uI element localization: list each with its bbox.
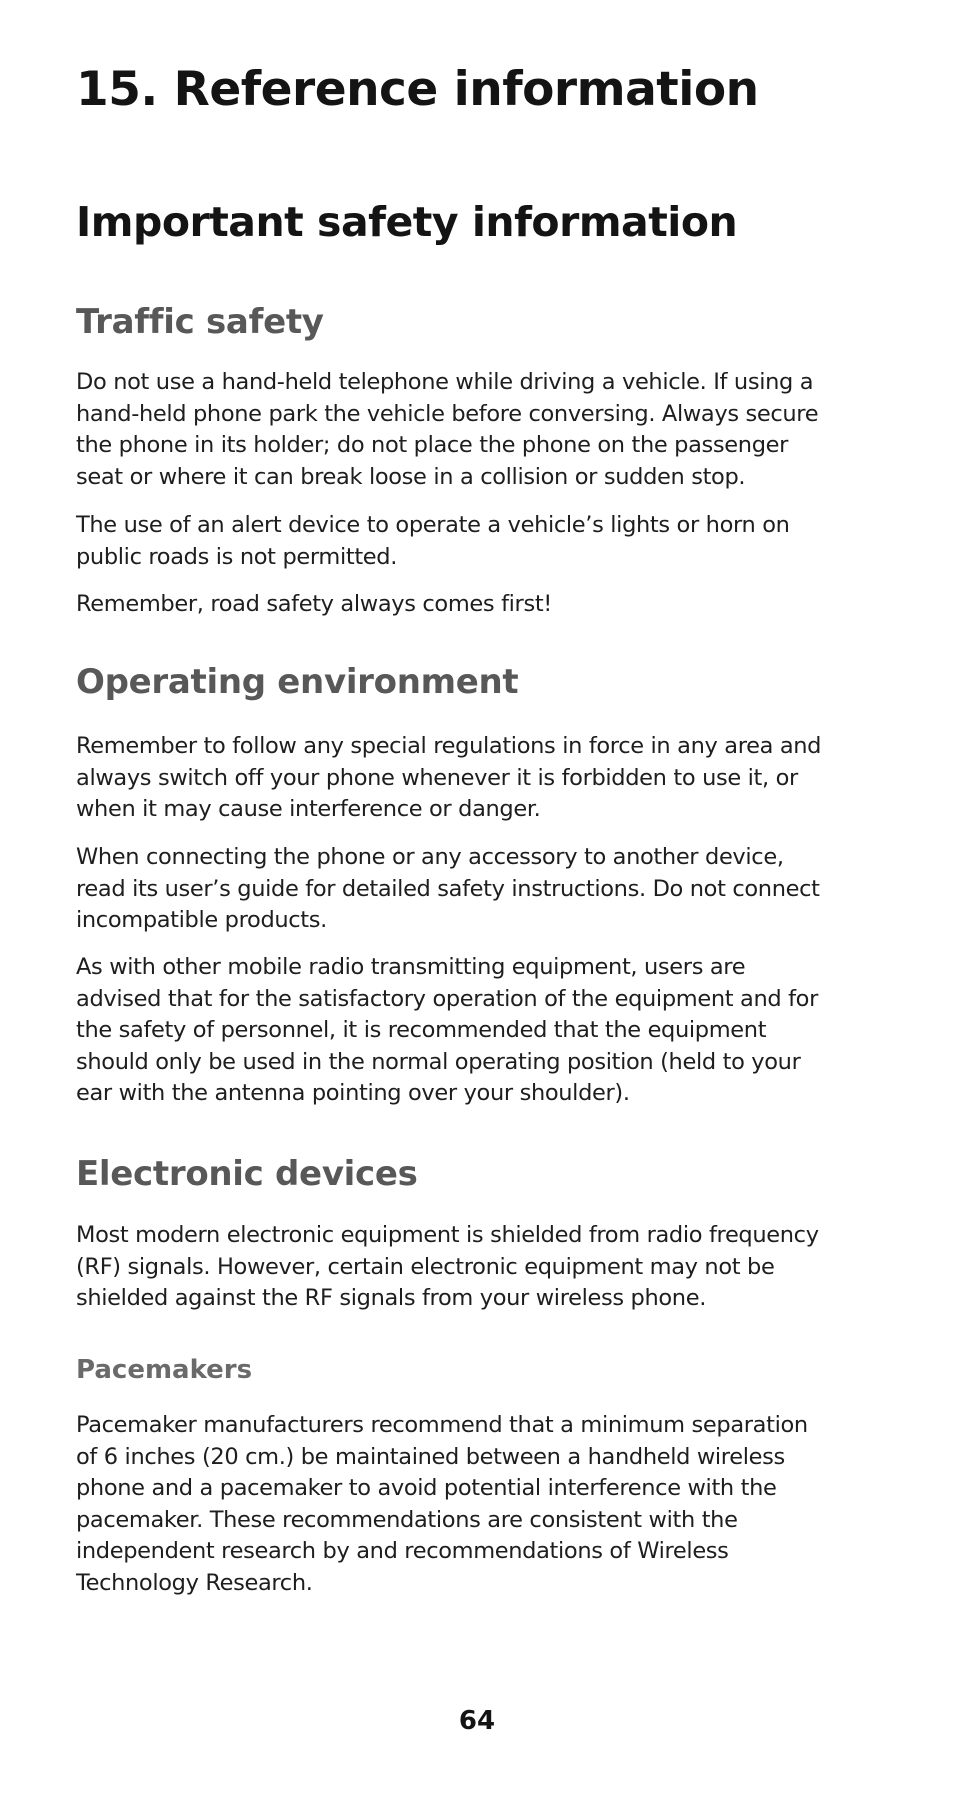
traffic-paragraph-3: Remember, road safety always comes first! — [76, 591, 552, 617]
pacemakers-heading: Pacemakers — [76, 1355, 253, 1385]
operating-environment-heading: Operating environment — [76, 662, 519, 702]
operating-paragraph-1: Remember to follow any special regulations in force in any area and always switch off your phone whenever it is forbidden to use it, or when it may cause interference or danger. — [76, 733, 822, 822]
operating-paragraph-2: When connecting the phone or any accessory to another device, read its user’s guide for detailed safety instructions. Do not connect incompatible products. — [76, 844, 820, 933]
chapter-title: 15. Reference information — [76, 62, 759, 117]
page-number: 64 — [458, 1706, 496, 1736]
electronic-paragraph-1: Most modern electronic equipment is shielded from radio frequency (RF) signals. However, certain electronic equipment may not be shielded against the RF signals from your wireless phone. — [76, 1222, 819, 1311]
pacemakers-paragraph-1: Pacemaker manufacturers recommend that a minimum separation of 6 inches (20 cm.) be maintained between a handheld wireless phone and a pacemaker to avoid potential interference with the pacemaker. These recommendations are consistent with the independent research by and recommendations of Wireless Technology Research. — [76, 1412, 808, 1596]
electronic-devices-heading: Electronic devices — [76, 1154, 418, 1194]
traffic-paragraph-2: The use of an alert device to operate a vehicle’s lights or horn on public roads is not permitted. — [76, 512, 790, 570]
section-title: Important safety information — [76, 198, 738, 246]
traffic-paragraph-1: Do not use a hand-held telephone while driving a vehicle. If using a hand-held phone park the vehicle before conversing. Always secure the phone in its holder; do not place the phone on the passenger seat or where it can break loose in a collision or sudden stop. — [76, 369, 819, 490]
traffic-safety-heading: Traffic safety — [76, 302, 324, 342]
operating-paragraph-3: As with other mobile radio transmitting equipment, users are advised that for the satisfactory operation of the equipment and for the safety of personnel, it is recommended that the equipment should only be used in the normal operating position (held to your ear with the antenna pointing over your shoulder). — [76, 954, 818, 1106]
